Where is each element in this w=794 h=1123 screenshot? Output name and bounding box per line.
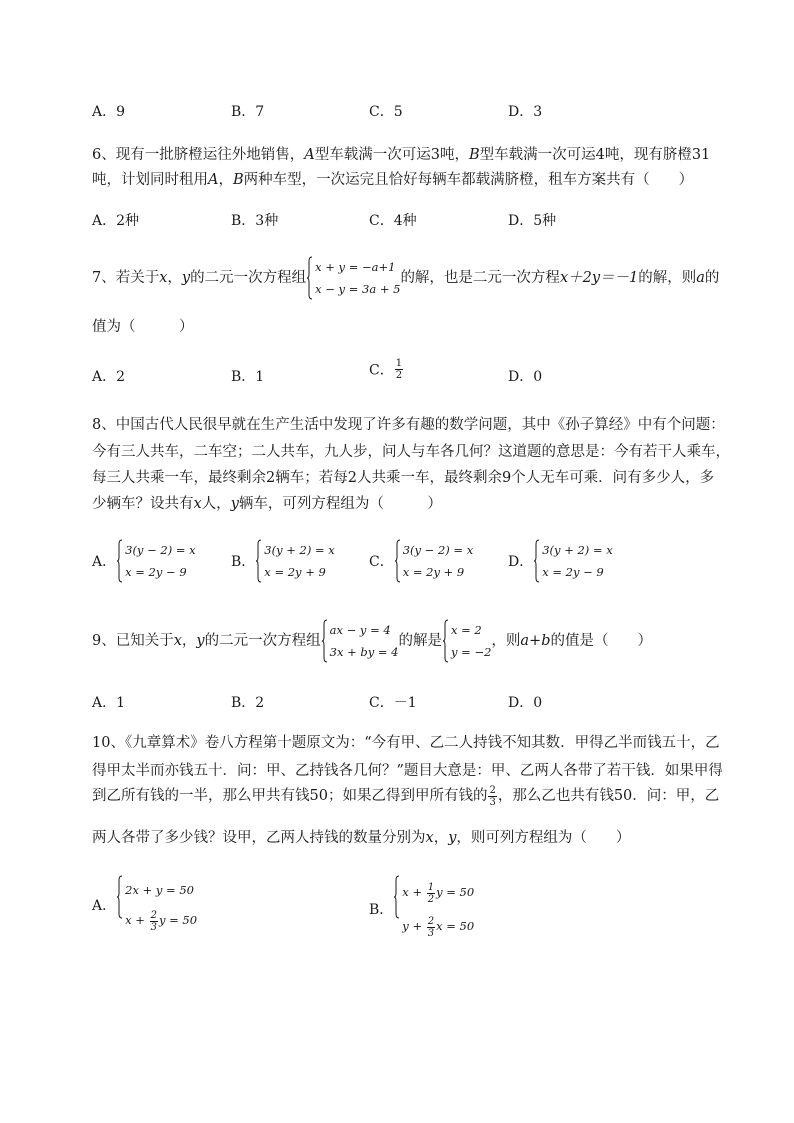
- q9-option-d[interactable]: D．0: [508, 695, 543, 711]
- q7-option-a[interactable]: A．2: [92, 369, 126, 385]
- q6-option-a[interactable]: A．2种: [92, 213, 140, 229]
- brace-icon: [255, 539, 262, 583]
- fraction: $\frac{1}{2}$: [427, 881, 435, 905]
- q5-option-b[interactable]: B．7: [231, 104, 265, 120]
- q7-stem-line2: 值为（ ）: [92, 319, 194, 335]
- brace-icon: [442, 619, 449, 663]
- q7-option-d[interactable]: D．0: [508, 369, 543, 385]
- q9-solution-system: x = 2 y = −2: [442, 619, 491, 663]
- q9-stem: 9、已知关于x，y的二元一次方程组 ax − y = 4 3x + by = 4 的解是 x = 2 y = −2 ，则a+b的值是（ ）: [92, 619, 652, 663]
- option-system: 2x + y = 50 x + $\frac{2}{3}$ y = 50: [116, 875, 197, 935]
- brace-icon: [116, 539, 123, 583]
- q10-option-b[interactable]: B． x + $\frac{1}{2}$ y = 50 y + $\frac{2}{3}$ x = 50: [369, 875, 474, 943]
- q9-option-c[interactable]: C．－1: [369, 695, 417, 711]
- option-system: 3(y + 2) = x x = 2y + 9: [255, 539, 334, 583]
- q10-stem-line2: 得甲太半而亦钱五十．问：甲、乙持钱各几何？”题目大意是：甲、乙两人各带了若干钱．如果甲得: [92, 763, 723, 779]
- q9-option-b[interactable]: B．2: [231, 695, 265, 711]
- q6-stem-line2: 吨，计划同时租用A，B两种车型，一次运完且恰好每辆车都载满脐橙，租车方案共有（ ）: [92, 172, 694, 188]
- option-system: 3(y + 2) = x x = 2y − 9: [533, 539, 612, 583]
- brace-icon: [393, 875, 400, 919]
- fraction: $\frac{2}{3}$: [489, 784, 496, 808]
- option-system: 3(y − 2) = x x = 2y − 9: [116, 539, 195, 583]
- q8-stem-line1: 8、中国古代人民很早就在生产生活中发现了许多有趣的数学问题，其中《孙子算经》中有个问题：: [92, 417, 725, 433]
- brace-icon: [321, 619, 328, 663]
- fraction: $\frac{1}{2}$: [395, 358, 403, 381]
- q8-stem-line2: 今有三人共车，二车空；二人共车，九人步，问人与车各几何？这道题的意思是：今有若干人乘车，: [92, 444, 730, 460]
- q8-stem-line3: 每三人共乘一车，最终剩余2辆车；若每2人共乘一车，最终剩余9个人无车可乘．问有多少人，多: [92, 470, 715, 486]
- q10-option-a[interactable]: A． 2x + y = 50 x + $\frac{2}{3}$ y = 50: [92, 875, 197, 935]
- fraction: $\frac{2}{3}$: [427, 915, 435, 939]
- q5-option-d[interactable]: D．3: [508, 104, 543, 120]
- q7-option-c[interactable]: C． $\frac{1}{2}$: [369, 358, 403, 381]
- q7-option-b[interactable]: B．1: [231, 369, 265, 385]
- q10-stem-line1: 10、《九章算术》卷八方程第十题原文为：“今有甲、乙二人持钱不知其数．甲得乙半而钱五十，乙: [92, 735, 720, 751]
- q6-option-d[interactable]: D．5种: [508, 213, 557, 229]
- q8-option-a[interactable]: A． 3(y − 2) = x x = 2y − 9: [92, 539, 196, 583]
- brace-icon: [116, 875, 123, 919]
- q9-equation-system: ax − y = 4 3x + by = 4: [321, 619, 399, 663]
- q6-stem-line1: 6、现有一批脐橙运往外地销售，A型车载满一次可运3吨，B型车载满一次可运4吨，现有脐橙31: [92, 147, 711, 163]
- q8-option-d[interactable]: D． 3(y + 2) = x x = 2y − 9: [508, 539, 613, 583]
- q5-option-c[interactable]: C．5: [369, 104, 403, 120]
- brace-icon: [306, 256, 313, 300]
- brace-icon: [394, 539, 401, 583]
- fraction: $\frac{2}{3}$: [150, 909, 157, 933]
- q10-stem-line4: 两人各带了多少钱？设甲，乙两人持钱的数量分别为x，y，则可列方程组为（ ）: [92, 830, 631, 846]
- q8-option-c[interactable]: C． 3(y − 2) = x x = 2y + 9: [369, 539, 473, 583]
- q8-option-b[interactable]: B． 3(y + 2) = x x = 2y + 9: [231, 539, 335, 583]
- q10-stem-line3: 到乙所有钱的一半，那么甲共有钱50；如果乙得到甲所有钱的 $\frac{2}{3}$ ，那么乙也共有钱50．问：甲，乙: [92, 784, 720, 808]
- q9-option-a[interactable]: A．1: [92, 695, 126, 711]
- option-system: x + $\frac{1}{2}$ y = 50 y + $\frac{2}{3}$ x = 50: [393, 875, 474, 943]
- q8-stem-line4: 少辆车？设共有x人，y辆车，可列方程组为（ ）: [92, 496, 442, 512]
- q6-option-b[interactable]: B．3种: [231, 213, 279, 229]
- q5-option-a[interactable]: A．9: [92, 104, 126, 120]
- q6-option-c[interactable]: C．4种: [369, 213, 417, 229]
- q7-equation-system: x + y = −a+1 x − y = 3a + 5: [306, 256, 400, 300]
- option-system: 3(y − 2) = x x = 2y + 9: [394, 539, 473, 583]
- brace-icon: [533, 539, 540, 583]
- q7-stem-line1: 7、若关于x，y的二元一次方程组 x + y = −a+1 x − y = 3a + 5 的解，也是二元一次方程x＋2y＝－1的解，则a的: [92, 256, 719, 300]
